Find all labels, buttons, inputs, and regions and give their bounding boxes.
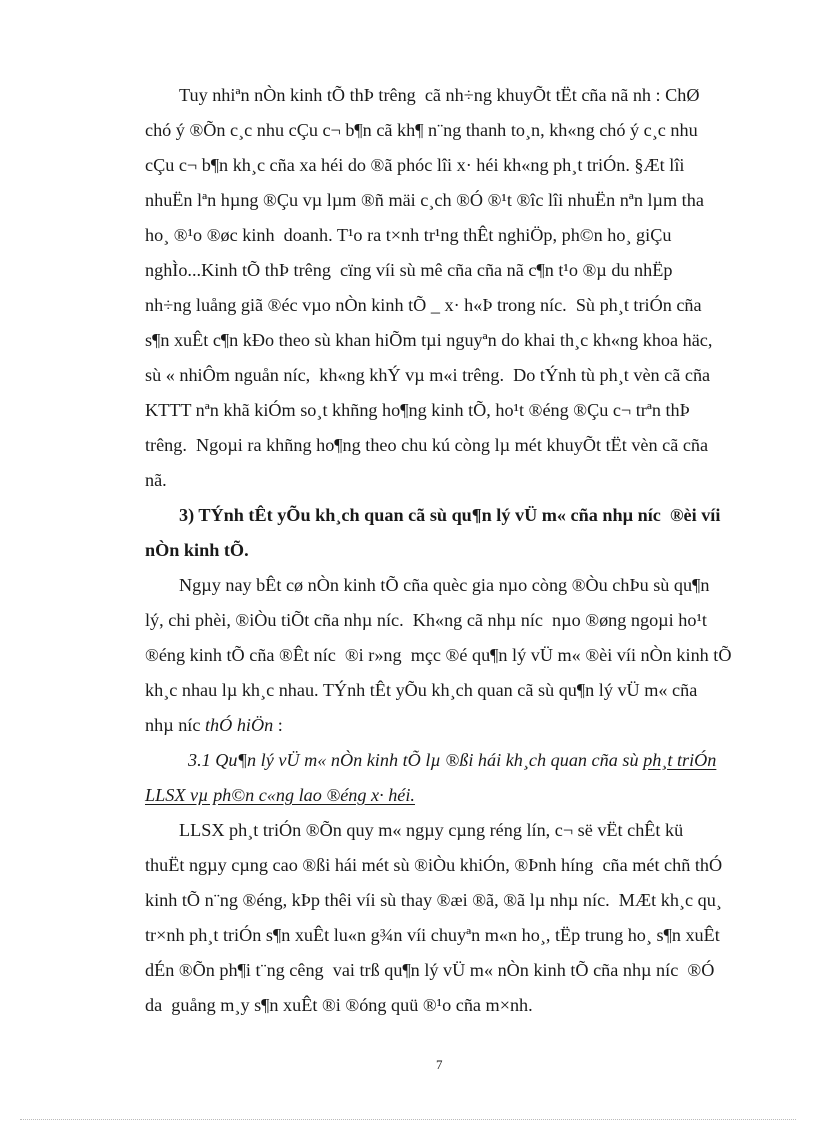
subheading-text: Qu¶n lý vÜ m« nÒn kinh tÕ lµ ®ßi hái kh¸ch quan cña sù xyxy=(215,750,644,770)
paragraph-1-line: nh÷ng luång giã ®éc vµo nÒn kinh tÕ _ x· h«Þ trong níc. Sù ph¸t triÓn cña xyxy=(145,295,702,315)
paragraph-2-last-tail: : xyxy=(273,715,283,735)
paragraph-2-line: lý, chi phèi, ®iÒu tiÕt cña nhµ níc. Kh«ng cã nhµ níc nµo ®øng ngoµi ho¹t xyxy=(145,610,707,630)
paragraph-1-line: nghÌo...Kinh tÕ thÞ trêng cïng víi sù mê cña cña nã c¶n t¹o ®µ du nhËp xyxy=(145,260,673,280)
paragraph-3-line: thuËt ngµy cµng cao ®ßi hái mét sù ®iÒu khiÓn, ®Þnh híng cña mét chñ thÓ xyxy=(145,855,723,875)
paragraph-2-last-italic: thÓ hiÖn xyxy=(204,715,274,735)
page-number: 7 xyxy=(436,1057,443,1072)
subheading-line-2: LLSX vµ ph©n c«ng lao ®éng x· héi. xyxy=(145,785,415,805)
paragraph-1-line: nhuËn lªn hµng ®Çu vµ lµm ®ñ mäi c¸ch ®Ó ®¹t ®îc lîi nhuËn nªn lµm tha xyxy=(145,190,704,210)
paragraph-3-line: kinh tÕ n¨ng ®éng, kÞp thêi víi sù thay ®æi ®ã, ®ã lµ nhµ níc. MÆt kh¸c qu¸ xyxy=(145,890,722,910)
paragraph-1-line: Tuy nhiªn nÒn kinh tÕ thÞ trêng cã nh÷ng khuyÕt tËt cña nã nh : ChØ xyxy=(179,85,700,105)
paragraph-2-line: kh¸c nhau lµ kh¸c nhau. TÝnh tÊt yÕu kh¸ch quan cã sù qu¶n lý vÜ m« cña xyxy=(145,680,698,700)
paragraph-3-line: tr×nh ph¸t triÓn s¶n xuÊt lu«n g¾n víi chuyªn m«n ho¸, tËp trung ho¸ s¶n xuÊt xyxy=(145,925,720,945)
subheading-line xyxy=(188,751,716,769)
paragraph-3-line: da guång m¸y s¶n xuÊt ®i ®óng quü ®¹o cña m×nh. xyxy=(145,995,533,1015)
section-heading: 3) TÝnh tÊt yÕu kh¸ch quan cã sù qu¶n lý vÜ m« cña nhµ níc ®èi víi xyxy=(179,505,721,525)
paragraph-1-line: ho¸ ®¹o ®øc kinh doanh. T¹o ra t×nh tr¹ng thÊt nghiÖp, ph©n ho¸ giÇu xyxy=(145,225,672,245)
paragraph-1-line: chó ý ®Õn c¸c nhu cÇu c¬ b¶n cã kh¶ n¨ng thanh to¸n, kh«ng chó ý c¸c nhu xyxy=(145,120,698,140)
paragraph-3-line: dÉn ®Õn ph¶i t¨ng cêng vai trß qu¶n lý vÜ m« nÒn kinh tÕ cña nhµ níc ®Ó xyxy=(145,960,715,980)
paragraph-1-line: trêng. Ngoµi ra khñng ho¶ng theo chu kú còng lµ mét khuyÕt tËt vèn cã cña xyxy=(145,435,709,455)
paragraph-2-line: ®éng kinh tÕ cña ®Êt níc ®i r»ng mçc ®é qu¶n lý vÜ m« ®èi víi nÒn kinh tÕ xyxy=(145,645,732,665)
paragraph-2-line: Ngµy nay bÊt cø nÒn kinh tÕ cña quèc gia nµo còng ®Òu chÞu sù qu¶n xyxy=(179,575,710,595)
section-heading: nÒn kinh tÕ. xyxy=(145,540,249,560)
paragraph-2-last-text: nhµ níc xyxy=(145,715,205,735)
paragraph-1-line: cÇu c¬ b¶n kh¸c cña xa héi do ®ã phóc lîi x· héi kh«ng ph¸t triÓn. §Æt lîi xyxy=(145,155,685,175)
paragraph-1-line: KTTT nªn khã kiÓm so¸t khñng ho¶ng kinh tÕ, ho¹t ®éng ®Çu c¬ trªn thÞ xyxy=(145,400,690,420)
paragraph-1-line: sù « nhiÔm nguån níc, kh«ng khÝ vµ m«i trêng. Do tÝnh tù ph¸t vèn cã cña xyxy=(145,365,711,385)
paragraph-1-line: s¶n xuÊt c¶n kÐo theo sù khan hiÕm tµi nguyªn do khai th¸c kh«ng khoa häc, xyxy=(145,330,713,350)
subheading-underlined: ph¸t triÓn xyxy=(643,750,717,770)
subheading-prefix: 3.1 xyxy=(188,750,216,770)
paragraph-3-line: LLSX ph¸t triÓn ®Õn quy m« ngµy cµng réng lín, c¬ së vËt chÊt kü xyxy=(179,820,684,840)
paragraph-2-last-line xyxy=(145,716,283,734)
paragraph-1-line: nã. xyxy=(145,470,167,490)
footer-divider xyxy=(20,1119,796,1120)
